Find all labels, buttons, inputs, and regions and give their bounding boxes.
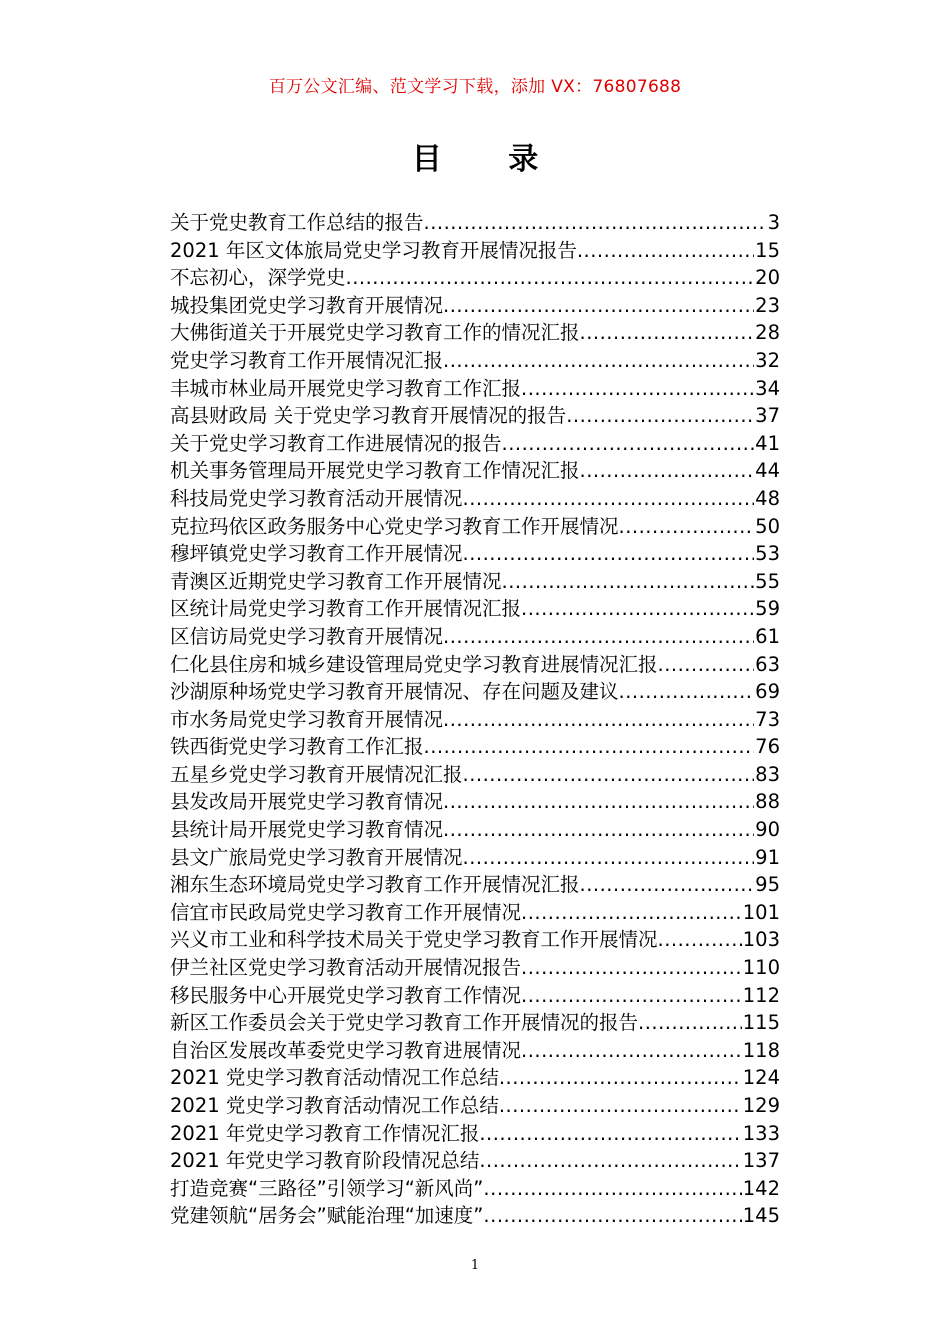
toc-leader-dots [479, 1120, 741, 1148]
toc-leader-dots [463, 761, 755, 789]
toc-entry-page: 129 [742, 1094, 780, 1117]
table-of-contents [170, 209, 780, 1230]
toc-leader-dots [521, 982, 742, 1010]
toc-entry-title: 打造竞赛“三路径”引领学习“新风尚” [170, 1176, 484, 1200]
toc-entry-title: 机关事务管理局开展党史学习教育工作情况汇报 [170, 459, 580, 483]
toc-entry-title: 湘东生态环境局党史学习教育工作开展情况汇报 [170, 873, 580, 897]
toc-entry[interactable] [170, 1092, 780, 1120]
toc-entry[interactable] [170, 1037, 780, 1065]
toc-leader-dots [580, 457, 755, 485]
toc-entry-title: 区统计局党史学习教育工作开展情况汇报 [170, 597, 522, 621]
toc-entry-page: 37 [755, 404, 780, 428]
toc-entry-page: 63 [755, 652, 780, 676]
toc-title: 目 录 [411, 142, 567, 177]
toc-leader-dots [580, 319, 755, 347]
toc-leader-dots [566, 402, 754, 430]
toc-entry[interactable] [170, 844, 780, 872]
toc-entry-title: 市水务局党史学习教育开展情况 [170, 707, 444, 731]
toc-entry-title: 伊兰社区党史学习教育活动开展情况报告 [170, 956, 522, 980]
toc-leader-dots [658, 651, 755, 679]
toc-entry[interactable] [170, 816, 780, 844]
toc-leader-dots [424, 733, 755, 761]
toc-entry-page: 3 [767, 211, 780, 234]
toc-entry[interactable] [170, 1175, 780, 1203]
toc-leader-dots [443, 292, 754, 320]
toc-leader-dots [502, 430, 755, 458]
toc-entry[interactable] [170, 540, 780, 568]
toc-entry-title: 区信访局党史学习教育开展情况 [170, 624, 444, 648]
toc-entry-page: 73 [755, 707, 780, 731]
toc-entry[interactable] [170, 1120, 780, 1148]
toc-entry[interactable] [170, 595, 780, 623]
toc-leader-dots [499, 1092, 742, 1120]
toc-entry-page: 133 [742, 1121, 780, 1145]
toc-entry-title: 克拉玛依区政务服务中心党史学习教育工作开展情况 [170, 514, 619, 538]
toc-entry[interactable] [170, 1009, 780, 1037]
toc-entry-title: 县发改局开展党史学习教育情况 [170, 790, 444, 814]
toc-entry-page: 50 [755, 514, 780, 538]
toc-entry-title: 高县财政局 关于党史学习教育开展情况的报告 [170, 404, 567, 428]
toc-entry[interactable] [170, 651, 780, 679]
toc-entry[interactable] [170, 982, 780, 1010]
toc-entry-title: 2021 年党史学习教育阶段情况总结 [170, 1149, 480, 1173]
toc-entry-page: 55 [755, 569, 780, 593]
toc-entry-page: 142 [742, 1176, 780, 1200]
toc-leader-dots [424, 209, 767, 237]
toc-entry-title: 科技局党史学习教育活动开展情况 [170, 486, 463, 510]
toc-entry[interactable] [170, 319, 780, 347]
toc-entry[interactable] [170, 485, 780, 513]
toc-entry[interactable] [170, 402, 780, 430]
toc-leader-dots [499, 1064, 742, 1092]
toc-entry-title: 大佛街道关于开展党史学习教育工作的情况汇报 [170, 321, 580, 345]
toc-entry-title: 丰城市林业局开展党史学习教育工作汇报 [170, 376, 522, 400]
page-header-banner: 百万公文汇编、范文学习下载，添加 VX：76807688 [268, 77, 682, 97]
toc-leader-dots [443, 816, 754, 844]
toc-entry-title: 县文广旅局党史学习教育开展情况 [170, 845, 463, 869]
toc-entry[interactable] [170, 375, 780, 403]
toc-entry-title: 不忘初心，深学党史 [170, 266, 346, 290]
toc-entry-title: 党建领航“居务会”赋能治理“加速度” [170, 1204, 484, 1228]
toc-entry[interactable] [170, 623, 780, 651]
toc-entry-title: 县统计局开展党史学习教育情况 [170, 818, 444, 842]
toc-entry[interactable] [170, 733, 780, 761]
toc-entry-page: 110 [742, 956, 780, 980]
toc-entry-page: 91 [755, 845, 780, 869]
toc-leader-dots [443, 788, 754, 816]
toc-entry-page: 83 [755, 762, 780, 786]
toc-leader-dots [443, 623, 754, 651]
toc-entry-page: 48 [755, 486, 780, 510]
toc-entry[interactable] [170, 237, 780, 265]
toc-entry-title: 移民服务中心开展党史学习教育工作情况 [170, 983, 522, 1007]
toc-leader-dots [521, 899, 742, 927]
toc-entry-title: 信宜市民政局党史学习教育工作开展情况 [170, 900, 522, 924]
toc-entry-page: 145 [742, 1204, 780, 1228]
toc-entry-title: 党史学习教育工作开展情况汇报 [170, 348, 444, 372]
toc-leader-dots [463, 485, 755, 513]
toc-entry[interactable] [170, 954, 780, 982]
toc-entry-title: 青澳区近期党史学习教育工作开展情况 [170, 569, 502, 593]
toc-leader-dots [580, 871, 755, 899]
toc-entry-page: 76 [755, 735, 780, 759]
toc-entry-title: 兴义市工业和科学技术局关于党史学习教育工作开展情况 [170, 928, 658, 952]
toc-entry-page: 88 [755, 790, 780, 814]
toc-entry[interactable] [170, 761, 780, 789]
toc-entry-title: 关于党史学习教育工作进展情况的报告 [170, 431, 502, 455]
toc-entry-title: 2021 党史学习教育活动情况工作总结 [170, 1094, 499, 1117]
toc-leader-dots [638, 1009, 742, 1037]
toc-entry-page: 90 [755, 818, 780, 842]
toc-entry-title: 城投集团党史学习教育开展情况 [170, 293, 444, 317]
toc-leader-dots [346, 264, 755, 292]
toc-entry-page: 124 [742, 1066, 780, 1090]
toc-entry[interactable] [170, 457, 780, 485]
toc-entry-page: 112 [742, 983, 780, 1007]
toc-leader-dots [463, 844, 755, 872]
toc-leader-dots [619, 513, 755, 541]
toc-leader-dots [443, 347, 754, 375]
toc-entry-title: 五星乡党史学习教育开展情况汇报 [170, 762, 463, 786]
toc-entry-page: 15 [755, 238, 780, 262]
toc-entry-page: 103 [742, 928, 780, 952]
toc-entry[interactable] [170, 568, 780, 596]
toc-leader-dots [521, 954, 742, 982]
toc-entry[interactable] [170, 1064, 780, 1092]
toc-entry-page: 34 [755, 376, 780, 400]
toc-entry-page: 118 [742, 1038, 780, 1062]
toc-leader-dots [479, 1147, 741, 1175]
toc-entry-title: 2021 年区文体旅局党史学习教育开展情况报告 [170, 238, 577, 262]
toc-leader-dots [483, 1202, 741, 1230]
toc-leader-dots [521, 375, 754, 403]
toc-entry-title: 穆坪镇党史学习教育工作开展情况 [170, 542, 463, 566]
toc-entry-page: 32 [755, 348, 780, 372]
toc-entry-title: 2021 年党史学习教育工作情况汇报 [170, 1121, 480, 1145]
toc-entry[interactable] [170, 1202, 780, 1230]
toc-entry-page: 61 [755, 624, 780, 648]
toc-entry-page: 69 [755, 680, 780, 704]
toc-entry-page: 28 [755, 321, 780, 345]
toc-entry-page: 101 [742, 900, 780, 924]
toc-entry[interactable] [170, 871, 780, 899]
toc-entry[interactable] [170, 292, 780, 320]
toc-entry[interactable] [170, 706, 780, 734]
toc-entry[interactable] [170, 264, 780, 292]
toc-leader-dots [658, 926, 742, 954]
toc-entry-page: 41 [755, 431, 780, 455]
toc-entry-title: 仁化县住房和城乡建设管理局党史学习教育进展情况汇报 [170, 652, 658, 676]
toc-leader-dots [483, 1175, 741, 1203]
toc-leader-dots [443, 706, 754, 734]
toc-entry[interactable] [170, 1147, 780, 1175]
toc-leader-dots [502, 568, 755, 596]
toc-entry[interactable] [170, 899, 780, 927]
toc-entry-page: 20 [755, 266, 780, 290]
toc-entry-page: 23 [755, 293, 780, 317]
toc-entry-page: 53 [755, 542, 780, 566]
toc-leader-dots [521, 595, 754, 623]
toc-entry-title: 2021 党史学习教育活动情况工作总结 [170, 1066, 499, 1090]
toc-entry-title: 自治区发展改革委党史学习教育进展情况 [170, 1038, 522, 1062]
toc-entry-page: 115 [742, 1011, 780, 1035]
toc-entry-page: 95 [755, 873, 780, 897]
toc-entry[interactable] [170, 513, 780, 541]
toc-leader-dots [463, 540, 755, 568]
toc-entry[interactable] [170, 430, 780, 458]
toc-entry[interactable] [170, 209, 780, 237]
toc-entry-page: 59 [755, 597, 780, 621]
toc-entry[interactable] [170, 926, 780, 954]
toc-entry-page: 44 [755, 459, 780, 483]
toc-entry-title: 沙湖原种场党史学习教育开展情况、存在问题及建议 [170, 680, 619, 704]
toc-entry-title: 新区工作委员会关于党史学习教育工作开展情况的报告 [170, 1011, 639, 1035]
toc-entry-title: 铁西街党史学习教育工作汇报 [170, 735, 424, 759]
toc-entry[interactable] [170, 347, 780, 375]
toc-entry[interactable] [170, 788, 780, 816]
toc-leader-dots [577, 237, 754, 265]
page-number: 1 [470, 1258, 480, 1273]
toc-entry[interactable] [170, 678, 780, 706]
toc-leader-dots [521, 1037, 742, 1065]
toc-leader-dots [619, 678, 755, 706]
toc-entry-title: 关于党史教育工作总结的报告 [170, 211, 424, 234]
toc-entry-page: 137 [742, 1149, 780, 1173]
